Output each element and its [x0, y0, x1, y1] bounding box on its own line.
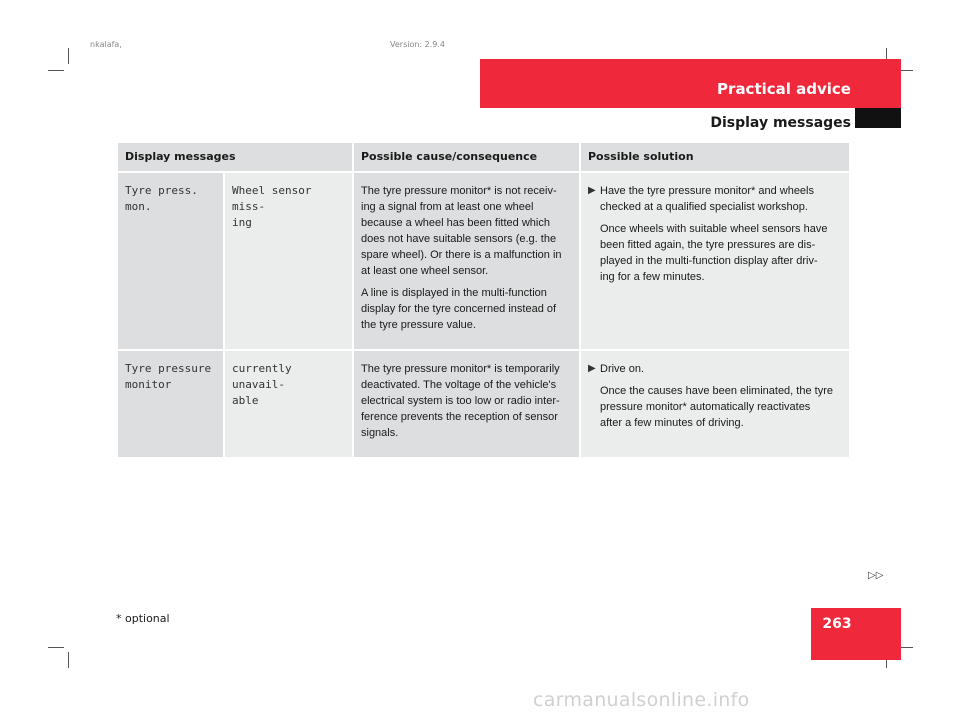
table-row	[118, 173, 849, 349]
cause-paragraph: The tyre pressure monitor* is not receiv- ing a signal from at least one wheel because a wheel has been fitted which does not have suitable sensors (e.g. the spare wheel). Or there is a malfunction in at least one wheel sensor.	[361, 185, 562, 277]
solution-step-text: Drive on.	[600, 363, 645, 375]
cause-cell	[354, 351, 579, 457]
crop-mark	[68, 652, 69, 668]
print-meta-version: Version: 2.9.4	[390, 40, 446, 49]
display-text: Wheel sensor miss- ing	[232, 184, 312, 229]
thumb-tab	[855, 108, 901, 128]
print-meta-left: nkalafa,	[90, 40, 122, 49]
watermark: carmanualsonline.info	[533, 689, 750, 711]
display-text-line2	[225, 351, 352, 457]
column-header-display: Display messages	[118, 143, 352, 171]
cause-paragraph: The tyre pressure monitor* is temporarily deactivated. The voltage of the vehicle's electrical system is too low or radio inter- ference prevents the reception of sensor signals.	[361, 363, 560, 439]
column-header-solution: Possible solution	[581, 143, 849, 171]
cause-paragraph: A line is displayed in the multi-function display for the tyre concerned instead of the tyre pressure value.	[361, 287, 557, 331]
crop-mark	[68, 48, 69, 64]
table-row	[118, 351, 849, 457]
continue-arrows-icon: ▷▷	[868, 570, 884, 581]
bullet-arrow-icon: ▶	[588, 363, 596, 374]
solution-note: Once wheels with suitable wheel sensors have been fitted again, the tyre pressures are dis- played in the multi-function display after driv- ing for a few minutes.	[600, 223, 828, 283]
display-text: Tyre pressure monitor	[125, 362, 212, 391]
solution-step	[588, 361, 842, 377]
display-text-line1	[118, 351, 223, 457]
display-text-line2	[225, 173, 352, 349]
column-header-cause: Possible cause/consequence	[354, 143, 579, 171]
solution-step-text: Have the tyre pressure monitor* and wheels checked at a qualified specialist workshop.	[600, 185, 814, 213]
page-number: 263	[822, 616, 852, 632]
display-text: Tyre press. mon.	[125, 184, 198, 213]
display-messages-table	[116, 141, 851, 459]
display-text-line1	[118, 173, 223, 349]
section-title: Practical advice	[717, 80, 851, 98]
subsection-title: Display messages	[710, 115, 851, 131]
solution-cell	[581, 351, 849, 457]
display-text: currently unavail- able	[232, 362, 292, 407]
optional-footnote: * optional	[116, 612, 170, 625]
cause-cell	[354, 173, 579, 349]
solution-note: Once the causes have been eliminated, the tyre pressure monitor* automatically reactivates after a few minutes of driving.	[600, 385, 833, 429]
bullet-arrow-icon: ▶	[588, 185, 596, 196]
solution-cell	[581, 173, 849, 349]
solution-step	[588, 183, 842, 215]
crop-mark	[48, 70, 64, 71]
table-header-row	[118, 143, 849, 171]
crop-mark	[48, 647, 64, 648]
